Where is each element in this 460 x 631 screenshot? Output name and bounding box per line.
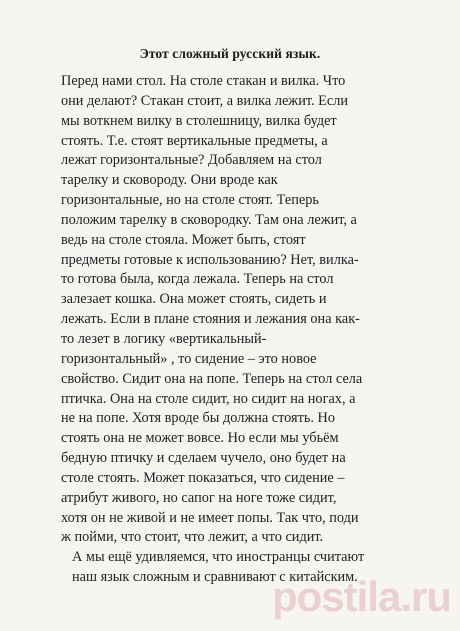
body-paragraph: [61, 72, 406, 548]
svg-text:postila.ru: postila.ru: [271, 573, 451, 620]
body-line: то готова была, когда лежала. Теперь на стол: [61, 271, 334, 288]
body-line: хотя он не живой и не имеет попы. Так что, поди: [61, 509, 359, 526]
body-line: горизонтальный» , то сидение – это новое: [61, 350, 317, 367]
body-line: залезает кошка. Она может стоять, сидеть и: [61, 291, 327, 308]
body-line: не на попе. Хотя вроде бы должна стоять. Но: [61, 410, 336, 427]
body-line: ведь на столе стояла. Может быть, стоят: [61, 231, 306, 248]
body-line: свойство. Сидит она на попе. Теперь на стол села: [61, 370, 363, 387]
body-line: птичка. Она на столе сидит, но сидит на ногах, а: [61, 390, 356, 407]
body-line: лежат горизонтальные? Добавляем на стол: [61, 152, 322, 169]
body-line: тарелку и сковороду. Они вроде как: [61, 172, 278, 189]
closing-line: А мы ещё удивляемся, что иностранцы считают: [72, 549, 365, 565]
body-line: они делают? Стакан стоит, а вилка лежит. Если: [61, 92, 349, 109]
body-line: атрибут живого, но сапог на ноге тоже сидит,: [61, 489, 337, 506]
document-title: Этот сложный русский язык.: [139, 46, 321, 61]
closing-line: наш язык сложным и сравнивают с китайским.: [72, 568, 358, 585]
body-line: положим тарелку в сковородку. Там она лежит, а: [61, 211, 357, 228]
body-line: стоять. Т.е. стоят вертикальные предметы, а: [61, 132, 328, 149]
closing-paragraph: [72, 548, 417, 588]
body-line: лежать. Если в плане стояния и лежания она как-: [61, 311, 360, 328]
body-line: стоять она не может вовсе. Но если мы убьём: [61, 430, 339, 447]
body-line: предметы готовые к использованию? Нет, вилка-: [61, 251, 359, 268]
body-line: Перед нами стол. На столе стакан и вилка. Что: [61, 73, 346, 89]
body-line: бедную птичку и сделаем чучело, оно будет на: [61, 450, 346, 467]
body-line: то лезет в логику «вертикальный-: [61, 330, 267, 347]
body-line: ж пойми, что стоит, что лежит, а что сидит.: [61, 529, 324, 546]
body-line: мы воткнем вилку в столешницу, вилка будет: [61, 112, 337, 129]
body-line: столе стоять. Может показаться, что сидение –: [61, 469, 345, 486]
body-line: горизонтальные, но на столе стоят. Теперь: [61, 192, 319, 209]
